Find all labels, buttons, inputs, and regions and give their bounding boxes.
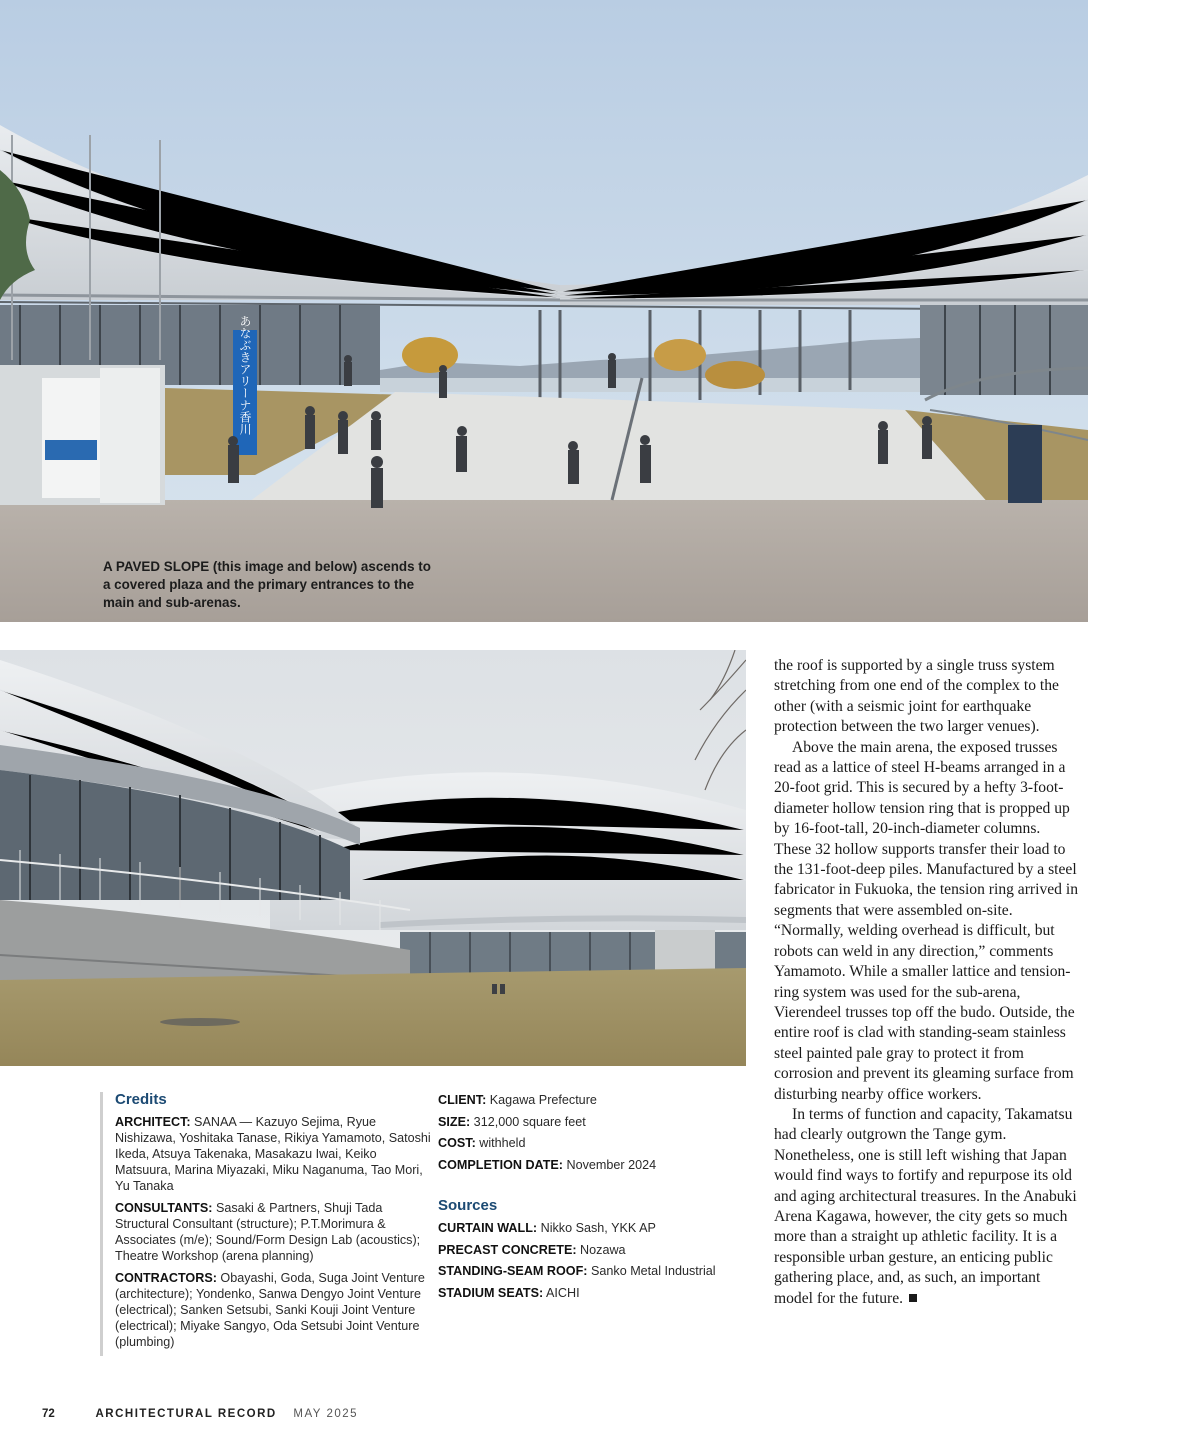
- sources-box: [438, 1198, 758, 1306]
- credit-size: [438, 1114, 758, 1130]
- source-seats: [438, 1285, 758, 1301]
- photo-arena-exterior: [0, 650, 746, 1066]
- article-body: [774, 656, 1080, 1309]
- credit-completion: [438, 1157, 758, 1173]
- source-roof-label: STANDING-SEAM ROOF:: [438, 1264, 588, 1278]
- source-seats-value: AICHI: [543, 1285, 580, 1300]
- source-curtain-wall-label: CURTAIN WALL:: [438, 1221, 538, 1235]
- magazine-name: ARCHITECTURAL RECORD: [95, 1408, 277, 1420]
- source-seats-label: STADIUM SEATS:: [438, 1285, 544, 1300]
- credit-completion-value: November 2024: [563, 1157, 657, 1172]
- credit-consultants-label: CONSULTANTS:: [115, 1201, 213, 1215]
- credit-size-value: 312,000 square feet: [470, 1114, 586, 1129]
- page-footer: [42, 1408, 358, 1420]
- issue-date: MAY 2025: [293, 1408, 359, 1420]
- project-facts: [438, 1092, 758, 1178]
- credit-client-value: Kagawa Prefecture: [486, 1093, 597, 1107]
- source-roof: [438, 1263, 758, 1279]
- credit-architect-label: ARCHITECT:: [115, 1115, 191, 1129]
- end-mark-icon: [909, 1294, 917, 1302]
- source-precast-label: PRECAST CONCRETE:: [438, 1242, 577, 1257]
- credits-box: [100, 1092, 431, 1356]
- source-curtain-wall-value: Nikko Sash, YKK AP: [537, 1221, 656, 1235]
- caption-lead: A PAVED SLOPE: [103, 559, 210, 574]
- credit-completion-label: COMPLETION DATE:: [438, 1157, 563, 1172]
- photo-paved-slope: [0, 0, 1088, 622]
- credit-consultants: [115, 1200, 431, 1264]
- credit-cost-value: withheld: [475, 1136, 526, 1150]
- caption-rest: (this image and below) ascends to a covered plaza and the primary entrances to the main and sub-arenas.: [103, 559, 431, 610]
- body-paragraph-2: Above the main arena, the exposed trusses read as a lattice of steel H-beams arranged in a 20-foot grid. This is secured by a hefty 3-foot-diameter hollow tension ring that is propped up by 16-foot-tall, 20-inch-diameter columns. These 32 hollow supports transfer their load to the 131-foot-deep piles. Manufactured by a steel fabricator in Fukuoka, the tension ring arrived in segments that were assembled on-site. “Normally, welding overhead is difficult, but robots can weld in any direction,” comments Yamamoto. While a smaller lattice and tension-ring system was used for the sub-arena, Vierendeel trusses top off the budo. Outside, the entire roof is clad with standing-seam stainless steel painted pale gray to protect it from corrosion and prevent its gleaming surface from disturbing nearby office workers.: [774, 738, 1078, 1103]
- photo-caption: [103, 558, 433, 612]
- credit-consultants-value: Sasaki & Partners, Shuji Tada Structural Consultant (structure); P.T.Morimura & Associates (m/e); Sound/Form Design Lab (acoustics); Theatre Workshop (arena planning): [115, 1201, 421, 1263]
- credits-heading: Credits: [115, 1091, 167, 1108]
- body-paragraph-3: [774, 1105, 1080, 1309]
- credit-contractors: [115, 1270, 431, 1350]
- source-precast: [438, 1242, 758, 1258]
- credit-cost-label: COST:: [438, 1136, 476, 1150]
- credit-architect: [115, 1114, 431, 1194]
- source-roof-value: Sanko Metal Industrial: [587, 1264, 716, 1278]
- source-precast-value: Nozawa: [576, 1242, 626, 1257]
- page-number: 72: [42, 1408, 55, 1420]
- credit-cost: [438, 1135, 758, 1151]
- source-curtain-wall: [438, 1220, 758, 1236]
- body-paragraph-3-text: In terms of function and capacity, Takamatsu had clearly outgrown the Tange gym. Nonetheless, one is still left wishing that Japan would find ways to fortify and repurpose its old and aging architectural treasures. In the Anabuki Arena Kagawa, however, the city gets so much more than a straight up athletic facility. It is a responsible urban gesture, an enticing public gathering place, and, as such, an important model for the future.: [774, 1105, 1077, 1307]
- sign-text: あなぶきアリーナ香川: [238, 315, 252, 435]
- credit-architect-value: SANAA — Kazuyo Sejima, Ryue Nishizawa, Yoshitaka Tanase, Rikiya Yamamoto, Satoshi Ikeda, Atsuya Takenaka, Masakazu Iwai, Keiko Matsuura, Marina Miyazaki, Miku Naganuma, Tao Mori, Yu Tanaka: [115, 1115, 431, 1193]
- sources-heading: Sources: [438, 1197, 498, 1214]
- credit-client: [438, 1092, 758, 1108]
- body-paragraph-1: the roof is supported by a single truss system stretching from one end of the complex to the other (with a seismic joint for earthquake protection between the two larger venues).: [774, 657, 1059, 736]
- credit-contractors-value: Obayashi, Goda, Suga Joint Venture (architecture); Yondenko, Sanwa Dengyo Joint Venture (electrical); Sanken Setsubi, Sanki Kouji Joint Venture (electrical); Miyake Sangyo, Oda Setsubi Joint Venture (plumbing): [115, 1271, 425, 1349]
- credit-contractors-label: CONTRACTORS:: [115, 1271, 217, 1285]
- credit-client-label: CLIENT:: [438, 1093, 487, 1107]
- credit-size-label: SIZE:: [438, 1114, 471, 1129]
